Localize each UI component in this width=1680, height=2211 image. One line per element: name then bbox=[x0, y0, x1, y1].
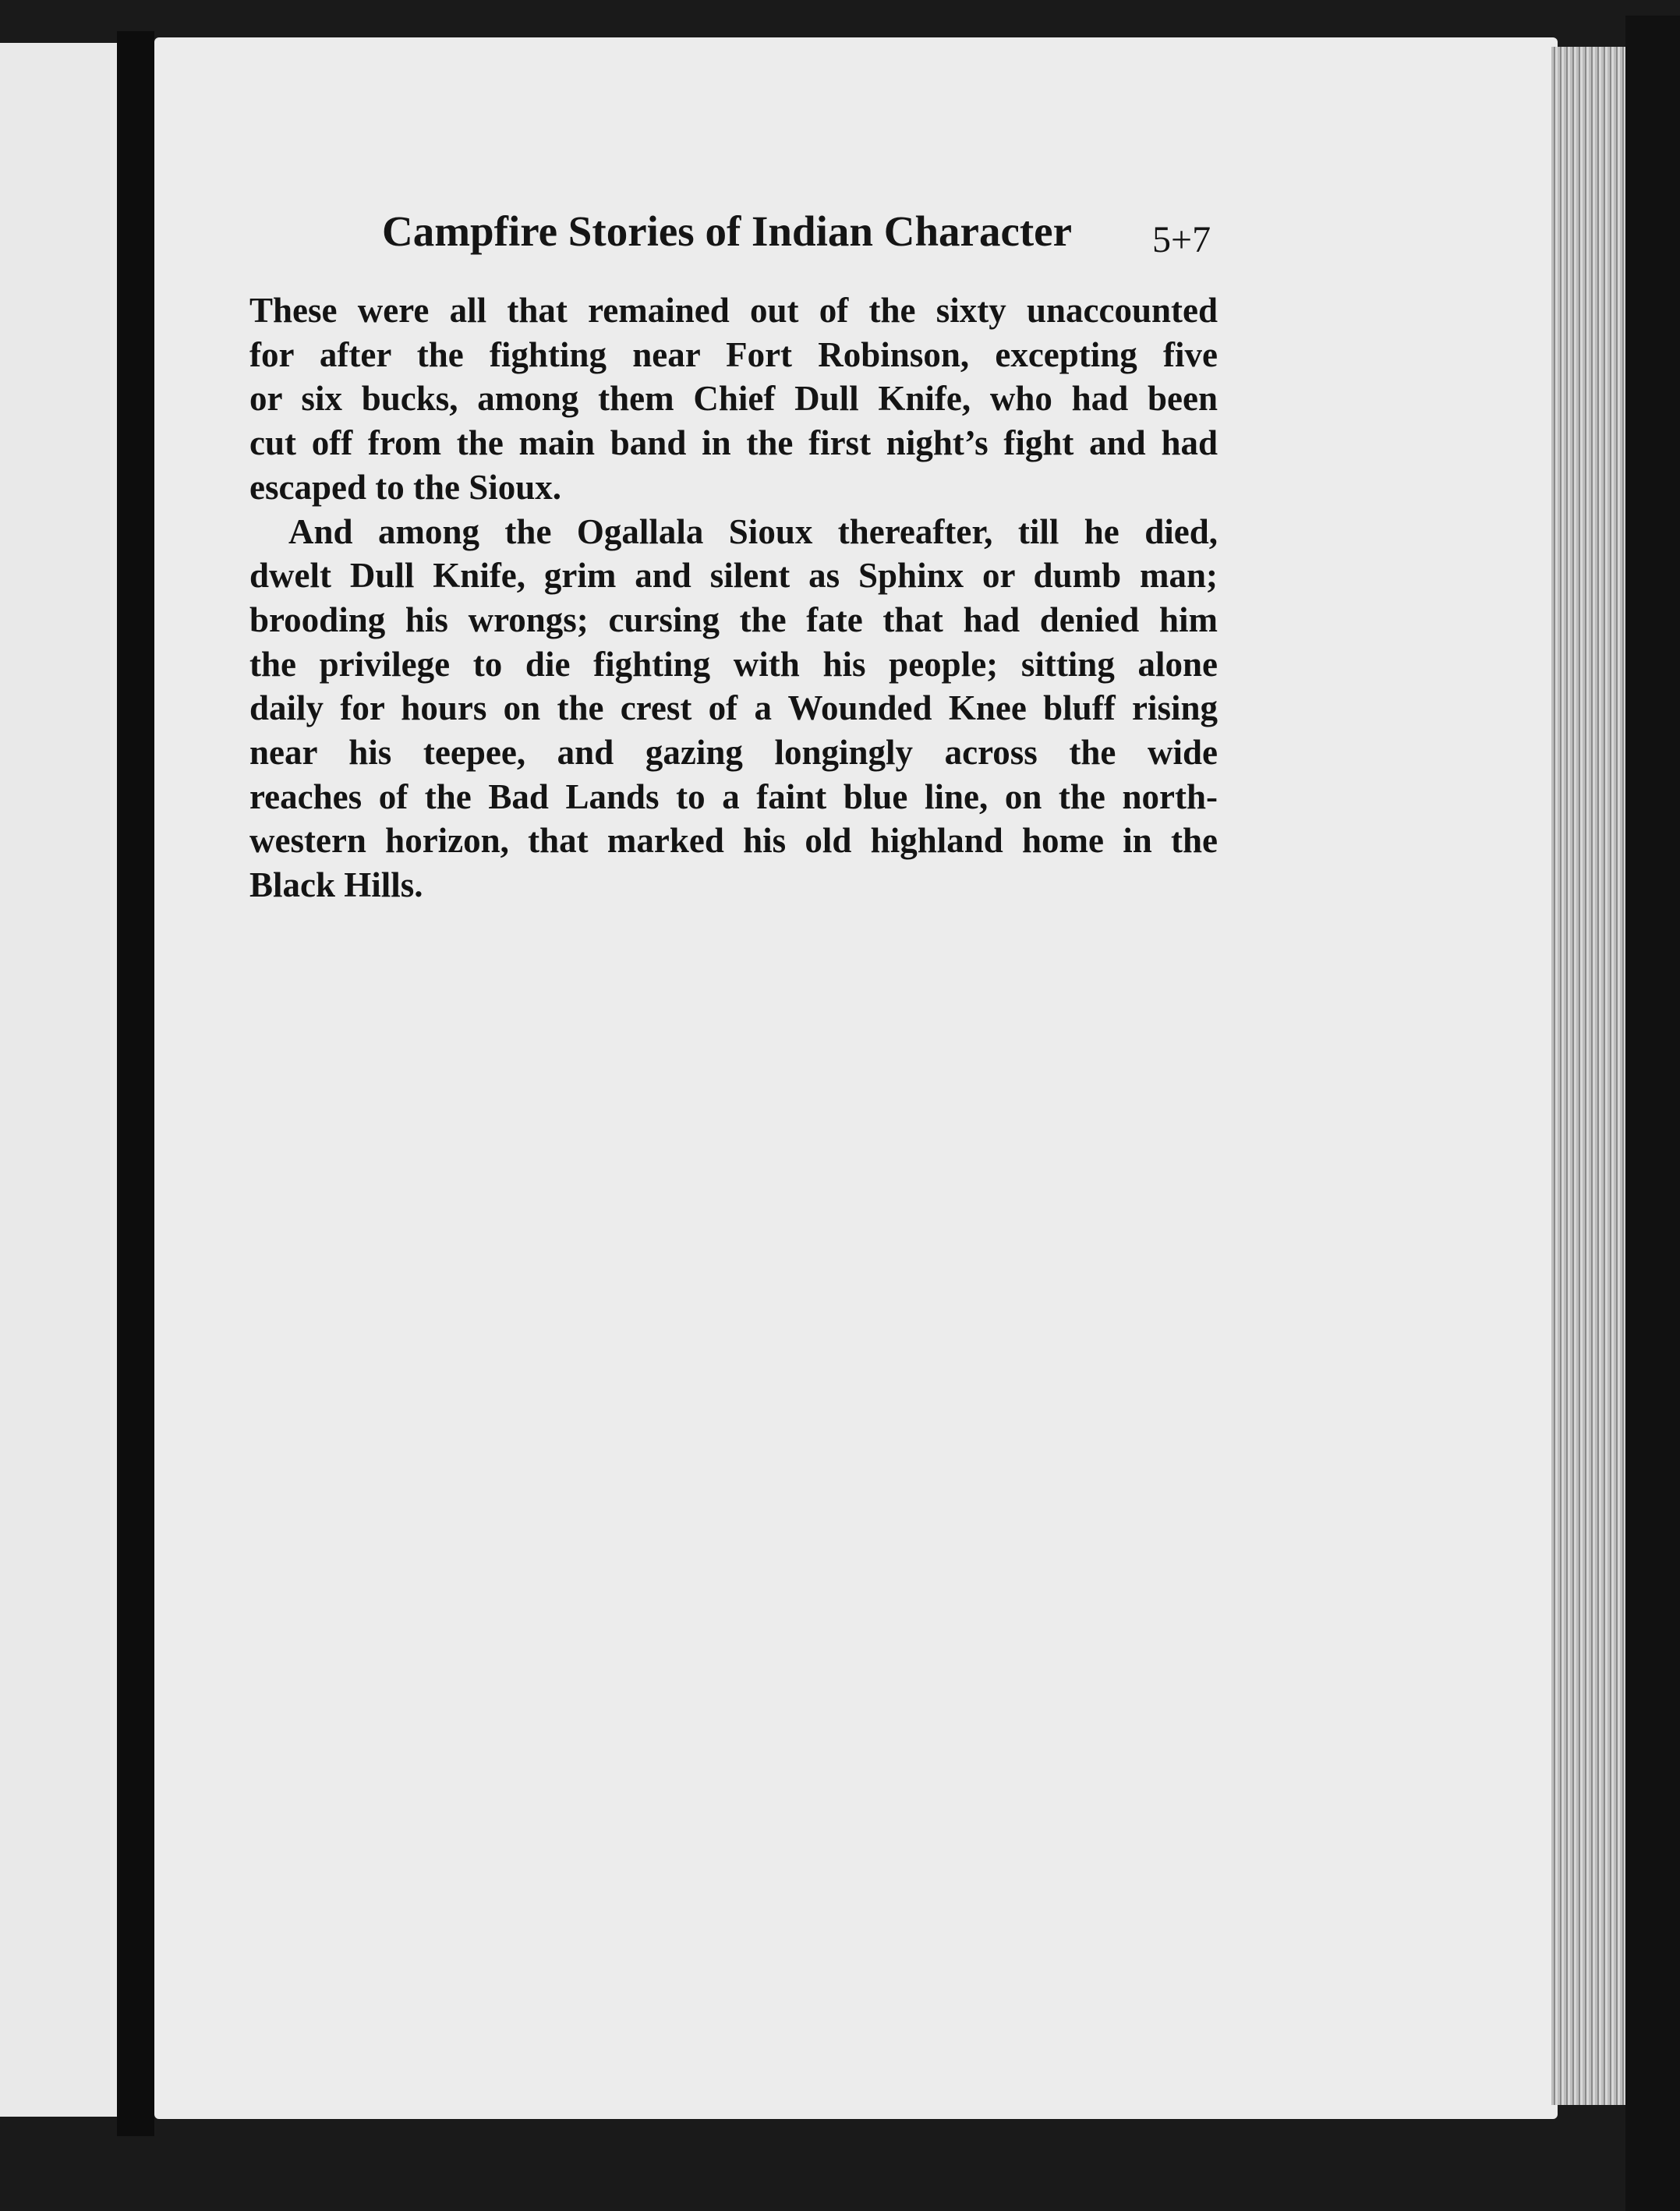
text-line: near his teepee, and gazing longingly across the wide bbox=[249, 733, 1218, 773]
text-line: western horizon, that marked his old highland home in the bbox=[249, 821, 1218, 861]
text-line: daily for hours on the crest of a Wounded Knee bluff rising bbox=[249, 688, 1218, 728]
text-line: or six bucks, among them Chief Dull Knife, who had been bbox=[249, 379, 1218, 419]
paragraph bbox=[249, 288, 1218, 510]
page-number: 5+7 bbox=[1152, 219, 1211, 260]
text-line: reaches of the Bad Lands to a faint blue line, on the north- bbox=[249, 777, 1218, 816]
running-head: Campfire Stories of Indian Character bbox=[382, 207, 1072, 255]
book-gutter bbox=[117, 31, 154, 2136]
text-line: Black Hills. bbox=[249, 865, 423, 905]
page-edges bbox=[1551, 47, 1625, 2105]
text-line: escaped to the Sioux. bbox=[249, 467, 562, 507]
text-line: These were all that remained out of the sixty unaccounted bbox=[249, 291, 1218, 330]
body-text bbox=[249, 288, 1218, 907]
text-line: for after the fighting near Fort Robinson, excepting five bbox=[249, 334, 1218, 374]
left-page-edge bbox=[0, 43, 117, 2117]
scan-border bbox=[1625, 16, 1680, 2211]
text-line: the privilege to die fighting with his people; sitting alone bbox=[249, 644, 1218, 684]
text-line: brooding his wrongs; cursing the fate that had denied him bbox=[249, 600, 1218, 639]
text-line: And among the Ogallala Sioux thereafter, till he died, bbox=[288, 511, 1218, 551]
paragraph bbox=[249, 510, 1218, 907]
text-line: cut off from the main band in the first night’s fight and had bbox=[249, 423, 1218, 463]
text-line: dwelt Dull Knife, grim and silent as Sphinx or dumb man; bbox=[249, 556, 1218, 596]
